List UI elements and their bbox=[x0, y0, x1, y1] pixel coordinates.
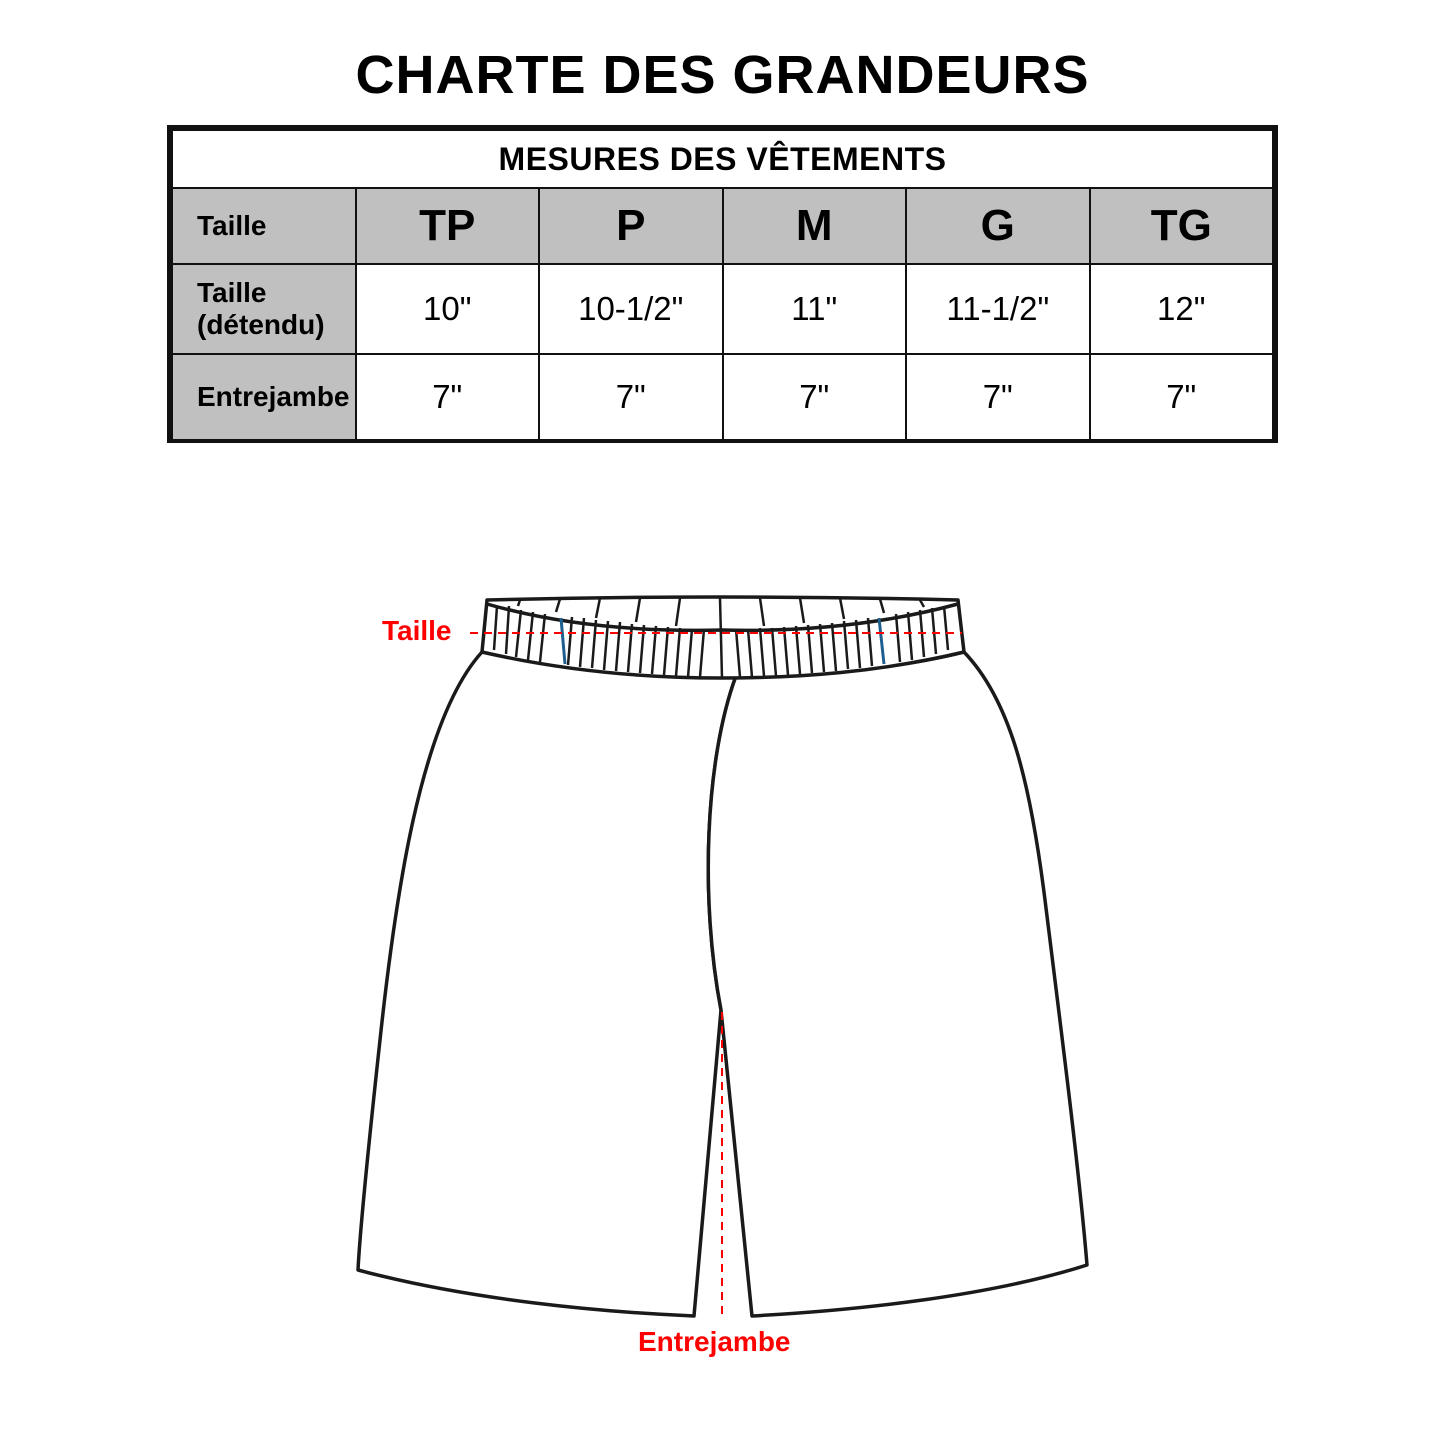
size-header-m: M bbox=[723, 188, 907, 264]
table-row bbox=[172, 354, 1273, 440]
size-header-tg: TG bbox=[1090, 188, 1274, 264]
inseam-value-p: 7" bbox=[539, 354, 723, 440]
shorts-outline bbox=[358, 597, 1087, 1316]
table-caption: MESURES DES VÊTEMENTS bbox=[172, 130, 1273, 188]
row-label-inseam: Entrejambe bbox=[172, 354, 356, 440]
inseam-value-tp: 7" bbox=[356, 354, 540, 440]
measurement-lines bbox=[470, 633, 962, 1318]
row-label-waist: Taille (détendu) bbox=[172, 264, 356, 354]
size-header-g: G bbox=[906, 188, 1090, 264]
waist-value-p: 10-1/2" bbox=[539, 264, 723, 354]
inseam-value-tg: 7" bbox=[1090, 354, 1274, 440]
inseam-value-g: 7" bbox=[906, 354, 1090, 440]
waist-value-tp: 10" bbox=[356, 264, 540, 354]
waist-value-g: 11-1/2" bbox=[906, 264, 1090, 354]
drawstring-icon bbox=[561, 618, 884, 664]
size-header-tp: TP bbox=[356, 188, 540, 264]
waist-measure-label: Taille bbox=[382, 615, 452, 646]
inseam-value-m: 7" bbox=[723, 354, 907, 440]
size-chart-table bbox=[167, 125, 1278, 443]
waist-value-m: 11" bbox=[723, 264, 907, 354]
table-row bbox=[172, 264, 1273, 354]
header-label: Taille bbox=[172, 188, 356, 264]
waist-value-tg: 12" bbox=[1090, 264, 1274, 354]
inseam-measure-label: Entrejambe bbox=[638, 1326, 791, 1357]
table-header-row bbox=[172, 188, 1273, 264]
size-header-p: P bbox=[539, 188, 723, 264]
page-title: CHARTE DES GRANDEURS bbox=[355, 45, 1090, 105]
waistband-gathers-icon bbox=[494, 598, 948, 678]
